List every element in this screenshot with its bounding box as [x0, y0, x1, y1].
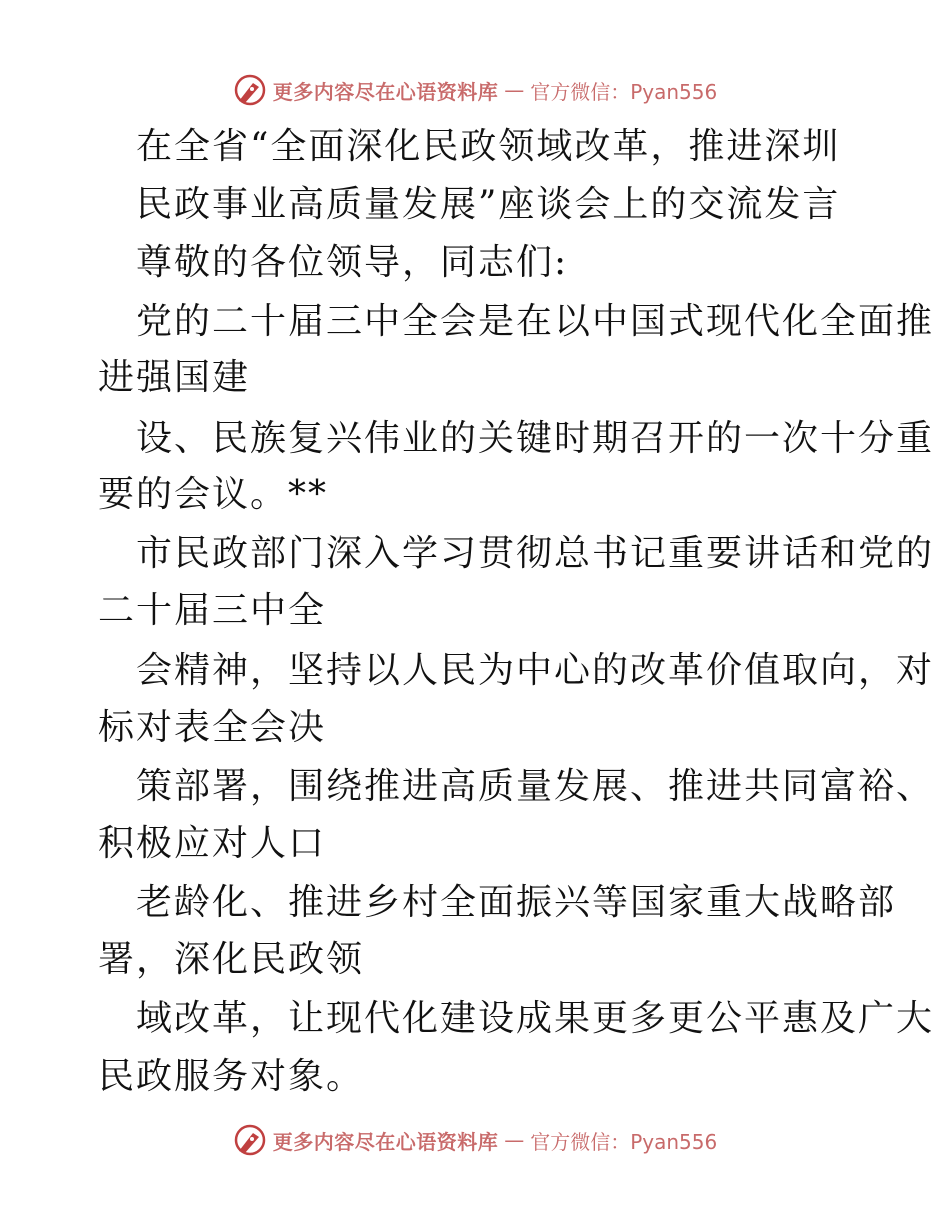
banner-main-text: 更多内容尽在心语资料库: [272, 1129, 499, 1154]
paragraph-line: 老龄化、推进乡村全面振兴等国家重大战略部: [136, 882, 897, 923]
banner-dash: —: [504, 1128, 525, 1152]
salutation: 尊敬的各位领导，同志们:: [136, 242, 569, 283]
banner-wechat-text: 官方微信：Pyan556: [530, 1129, 718, 1154]
paragraph-line: 会精神，坚持以人民为中心的改革价值取向，对: [136, 650, 935, 691]
paragraph-line: 域改革，让现代化建设成果更多更公平惠及广大: [136, 998, 935, 1039]
document-title-line: 在全省“全面深化民政领域改革，推进深圳: [136, 126, 841, 167]
banner-main-text: 更多内容尽在心语资料库: [272, 79, 499, 104]
banner-dash: —: [504, 78, 525, 102]
pen-nib-logo-icon: [233, 1123, 267, 1157]
paragraph-line: 要的会议。**: [98, 474, 329, 515]
paragraph-line: 党的二十届三中全会是在以中国式现代化全面推: [136, 301, 935, 342]
paragraph-line: 民政服务对象。: [98, 1056, 365, 1097]
paragraph-line: 署，深化民政领: [98, 939, 365, 980]
paragraph-line: 积极应对人口: [98, 823, 327, 864]
paragraph-line: 二十届三中全: [98, 590, 327, 631]
paragraph-line: 标对表全会决: [98, 707, 327, 748]
paragraph-line: 设、民族复兴伟业的关键时期召开的一次十分重: [136, 418, 935, 459]
paragraph-line: 市民政部门深入学习贯彻总书记重要讲话和党的: [136, 533, 935, 574]
banner-wechat-text: 官方微信：Pyan556: [530, 79, 718, 104]
document-title-line: 民政事业高质量发展”座谈会上的交流发言: [136, 184, 841, 225]
header-banner: [0, 70, 950, 110]
pen-nib-logo-icon: [233, 73, 267, 107]
paragraph-line: 策部署，围绕推进高质量发展、推进共同富裕、: [136, 766, 935, 807]
footer-banner: [0, 1120, 950, 1160]
paragraph-line: 进强国建: [98, 357, 251, 398]
